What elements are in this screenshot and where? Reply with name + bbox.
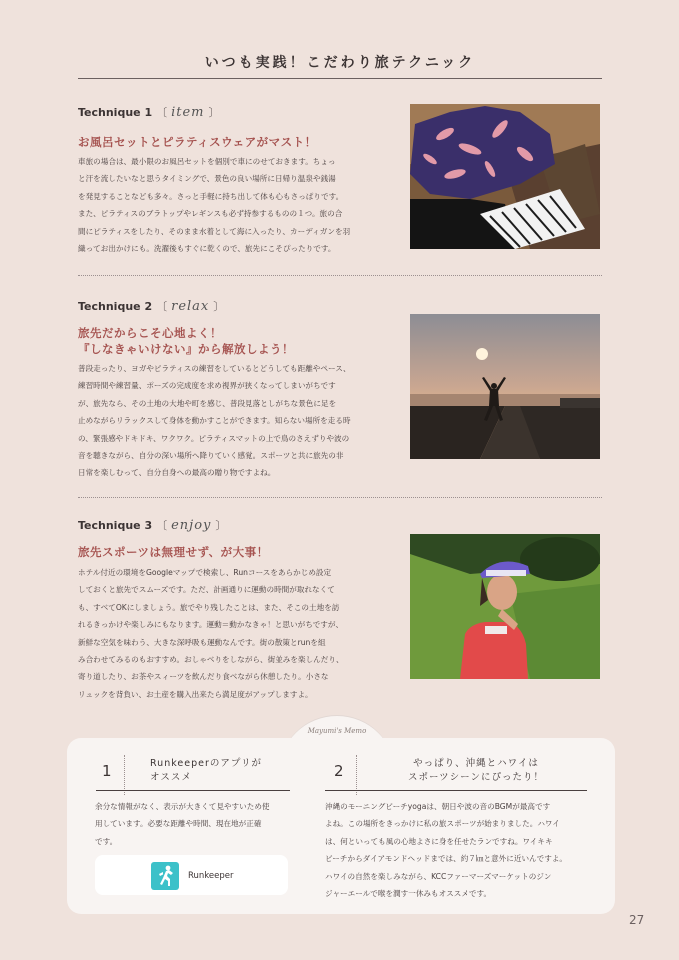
section-divider (78, 275, 602, 276)
memo-item-number: 2 (334, 762, 344, 780)
page-number: 27 (629, 913, 645, 927)
runner-icon (151, 862, 179, 890)
memo-item-number: 1 (102, 762, 112, 780)
app-name: Runkeeper (188, 871, 234, 881)
technique-body: 普段走ったり、ヨガやピラティスの練習をしているとどうしても距離やペース、 練習時間や練習量、ポーズの完成度を求め視界が狭くなってしまいがちです が、旅先なら、その土地の大地や町を感じ、普段見落としがちな景色に足を 止めながらリラックスして身体を動かすことができます。知らない場所を走る時 の、緊張感やドキドキ、ワクワク。ピラティスマットの上で鳥のさえずりや波の 音を聴きながら、自分の深い場所へ降りていく感覚。スポーツと共に旅先の非 日常を楽しむって、自分自身への最高の贈り物ですよね。 (78, 364, 351, 478)
swimwear-photo (410, 104, 600, 249)
technique-body: ホテル付近の環境をGoogleマップで検索し、Runコースをあらかじめ設定 しておくと旅先でスムーズです。ただ、計画通りに運動の時間が取れなくて も、すべてOKにしましょう。旅でやり残したことは、また、そこの土地を訪 れるきっかけや楽しみにもなります。運動＝動かなきゃ！と思いがちですが、 新鮮な空気を味わう、大きな深呼吸も運動なんです。街の散策とrunを組 み合わせてみるのもおすすめ。おしゃべりをしながら、街並みを楽しんだり、 寄り道したり、お茶やスィーツを飲んだり食べながら休憩したり。小さな リュックを背負い、お土産を購入出来たら満足度がアップしますよ。 (78, 568, 344, 699)
technique-heading: 旅先だからこそ心地よく！ 『しなきゃいけない』から解放しよう！ (78, 326, 294, 356)
runner-portrait-photo (410, 534, 600, 679)
memo-item-body: 沖縄のモーニングビーチyogaは、朝日や波の音のBGMが最高です よね。この場所をきっかけに私の旅スポーツが始まりました。ハワイ は、何といっても風の心地よさに身を任せたランですね。ワイキキ ビーチからダイアモンドヘッドまでは、約７㎞と意外に近いんですよ。 ハワイの自然を楽しみながら、KCCファーマーズマーケットのジン ジャーエールで喉を潤す一休みもオススメです。 (325, 802, 568, 899)
memo-item-rule (325, 790, 587, 791)
memo-item-title: やっぱり、沖縄とハワイは スポーツシーンにぴったり！ (408, 758, 544, 783)
title-rule (78, 78, 602, 79)
technique-heading: 旅先スポーツは無理せず、が大事！ (78, 545, 269, 559)
memo-tab-label: Mayumi's Memo (307, 727, 367, 735)
technique-keyword: item (171, 105, 205, 120)
page-title: いつも実践！こだわり旅テクニック (204, 55, 476, 71)
technique-body: 車旅の場合は、最小限のお風呂セットを個別で車にのせておきます。ちょっ と汗を流したいなと思うタイミングで、景色の良い場所に日帰り温泉や銭湯 を発見することなども多々。さっと手軽に持ち出して体も心もさっぱりです。 また、ピラティスのブラトップやレギンスも必ず持参するものの１つ。旅の合 間にピラティスをしたり、そのまま水着として海に入ったり、カーディガンを羽 織ってお出かけにも。洗濯後もすぐに乾くので、旅先にこそぴったりです。 (78, 157, 351, 254)
sunset-jump-photo (410, 314, 600, 459)
technique-heading: お風呂セットとピラティスウェアがマスト！ (78, 135, 317, 149)
technique-3 (78, 517, 602, 697)
memo-divider (124, 755, 125, 795)
technique-keyword: enjoy (171, 518, 212, 533)
technique-keyword: relax (171, 299, 210, 314)
memo-divider (356, 755, 357, 795)
memo-item-title: Runkeeperのアプリが オススメ (150, 758, 262, 783)
technique-label: Technique 1 〔 item 〕 (78, 105, 220, 120)
section-divider (78, 497, 602, 498)
technique-1 (78, 104, 602, 254)
technique-label: Technique 3 〔 enjoy 〕 (78, 518, 227, 533)
technique-label: Technique 2 〔 relax 〕 (78, 299, 225, 314)
memo-item-rule (96, 790, 290, 791)
technique-2 (78, 298, 602, 478)
memo-item-body: 余分な情報がなく、表示が大きくて見やすいため使 用しています。必要な距離や時間、現在地が正確 です。 (95, 802, 270, 846)
